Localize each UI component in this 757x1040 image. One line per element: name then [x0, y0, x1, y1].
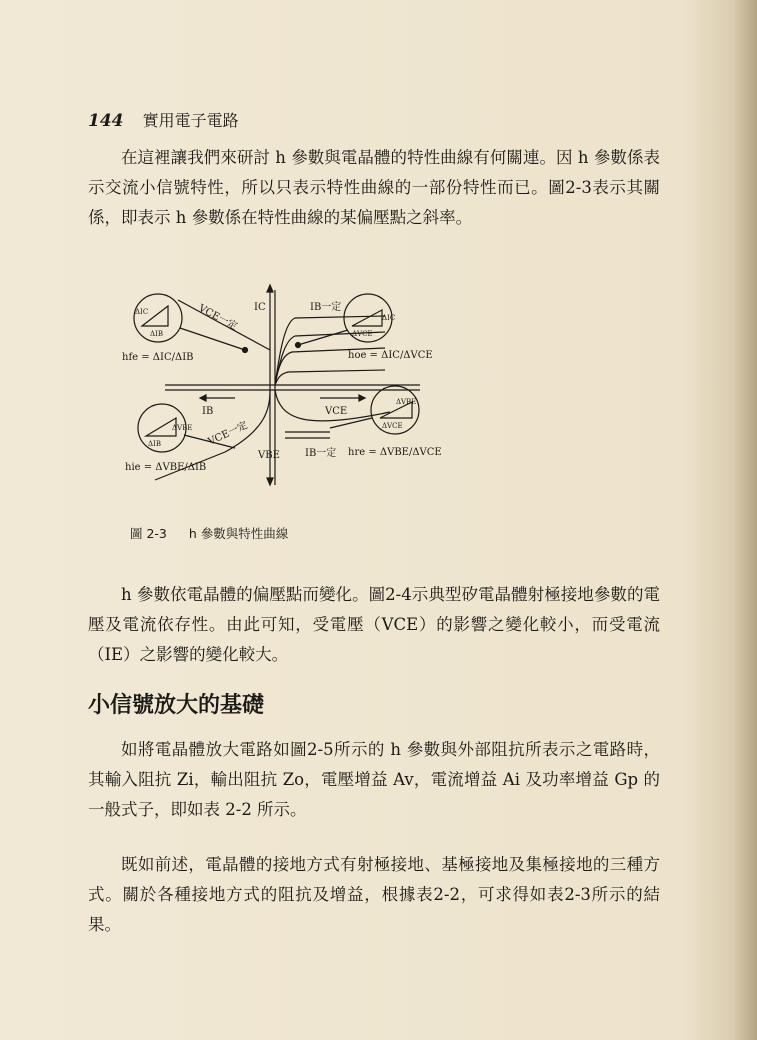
label-ic-axis: IC — [254, 302, 266, 313]
circle-br-label-b: ΔVCE — [382, 422, 403, 430]
pointer-br — [330, 418, 372, 428]
circle-tl-label-a: ΔIC — [135, 308, 149, 316]
page-header — [88, 108, 239, 131]
ic-curve-4 — [275, 370, 385, 385]
label-hie: hie = ΔVBE/ΔIB — [125, 462, 207, 473]
pointer-tr — [298, 330, 348, 345]
book-title: 實用電子電路 — [142, 111, 239, 130]
circle-bl-label-b: ΔIB — [148, 440, 161, 448]
label-hfe: hfe = ΔIC/ΔIB — [122, 352, 194, 363]
label-hre: hre = ΔVBE/ΔVCE — [348, 447, 442, 458]
ic-arrowhead — [267, 285, 273, 292]
page-edge — [735, 0, 757, 1040]
label-ib-axis: IB — [202, 406, 214, 417]
label-hoe: hoe = ΔIC/ΔVCE — [348, 350, 433, 361]
circle-tr-label-a: ΔIC — [382, 314, 396, 322]
label-vce-const-bottom: VCE一定 — [206, 419, 250, 448]
vce-arrowhead — [359, 395, 365, 401]
label-ib-const-bottom: IB一定 — [305, 448, 337, 459]
circle-bl-label-a: ΔVBE — [172, 424, 193, 432]
figure-caption — [130, 524, 306, 542]
label-vce-axis: VCE — [325, 406, 348, 417]
circle-tl-label-b: ΔIB — [150, 330, 163, 338]
ib-arrowhead — [200, 395, 206, 401]
paragraph-2: h 參數依電晶體的偏壓點而變化。圖2-4示典型矽電晶體射極接地參數的電壓及電流依存性。由此可知，受電壓（VCE）的影響之變化較小，而受電流（IE）之影響的變化較大。 — [88, 585, 660, 664]
operating-point-1 — [243, 348, 248, 353]
figure-h-parameters — [120, 280, 450, 495]
page-number: 144 — [88, 111, 124, 131]
paragraph-4: 既如前述，電晶體的接地方式有射極接地、基極接地及集極接地的三種方式。關於各種接地方式的阻抗及增益，根據表2-2，可求得如表2-3所示的結果。 — [88, 855, 660, 934]
caption-number: 圖 2-3 — [130, 526, 167, 541]
paragraph-1: 在這裡讓我們來研討 h 參數與電晶體的特性曲線有何關連。因 h 參數係表示交流小信號特性，所以只表示特性曲線的一部份特性而已。圖2-3表示其關係，即表示 h 參數係在特性曲線的某偏壓點之斜率。 — [88, 148, 660, 227]
circle-br-label-a: ΔVBE — [396, 398, 417, 406]
caption-text: h 參數與特性曲線 — [188, 526, 289, 541]
vbe-arrowhead — [267, 478, 273, 485]
tri-tr — [352, 310, 382, 326]
section-heading: 小信號放大的基礎 — [88, 693, 265, 718]
label-ib-const-top: IB一定 — [310, 302, 342, 313]
operating-point-2 — [296, 343, 301, 348]
circle-tr-label-b: ΔVCE — [352, 330, 373, 338]
paragraph-3: 如將電晶體放大電路如圖2-5所示的 h 參數與外部阻抗所表示之電路時，其輸入阻抗 Zi，輸出阻抗 Zo，電壓增益 Av，電流增益 Ai 及功率增益 Gp 的一般式子，即如表 2-2 所示。 — [88, 740, 660, 819]
label-vce-const-top: VCE一定 — [196, 302, 240, 333]
label-vbe-axis: VBE — [258, 450, 280, 461]
